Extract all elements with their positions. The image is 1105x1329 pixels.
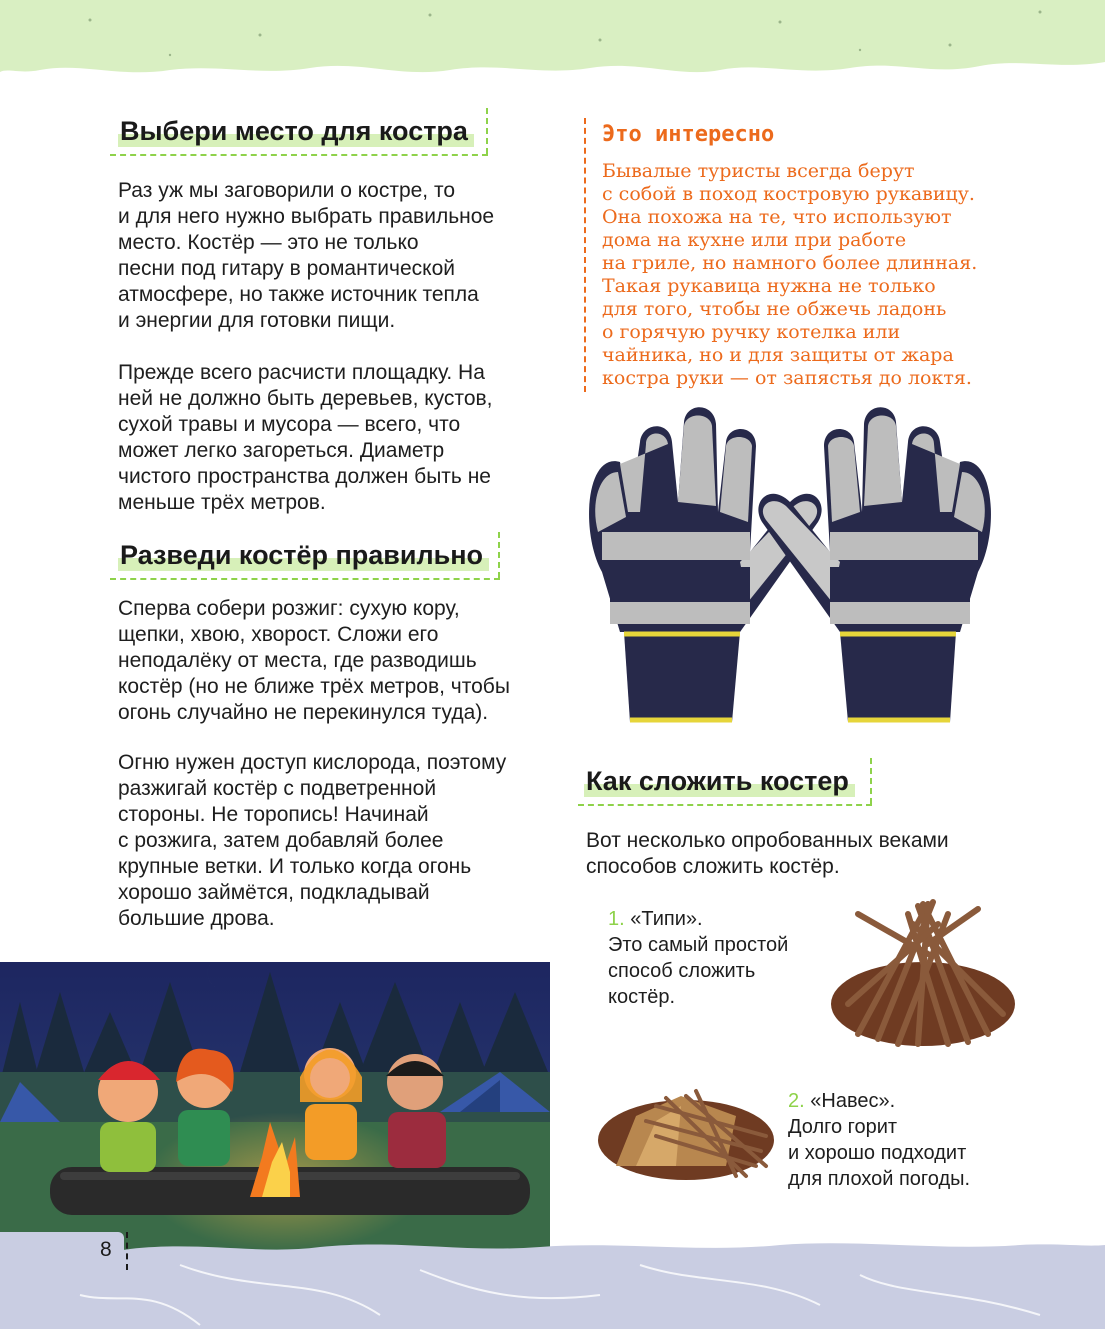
- heading-dash-side: [498, 532, 500, 578]
- method-item-1: 1. «Типи». Это самый простой способ сложить костёр.: [608, 908, 789, 1008]
- interesting-title: Это интересно: [602, 122, 775, 147]
- heading-dash-side: [870, 758, 872, 804]
- heading-dash-underline: [110, 578, 500, 580]
- bottom-band: [0, 1235, 1105, 1329]
- lean-to-fire-illustration: [596, 1076, 776, 1186]
- heading-dash-side: [486, 108, 488, 154]
- fire-gloves-illustration: [580, 402, 1000, 732]
- page-number-dash: [126, 1232, 128, 1270]
- top-banner: [0, 0, 1105, 100]
- method-number: 2.: [788, 1090, 805, 1112]
- section1-paragraph-1: Раз уж мы заговорили о костре, то и для него нужно выбрать правильное место. Костёр — это не только песни под гитару в романтической атмосфере, но также источник тепла и энергии для готовки пищи.: [118, 179, 495, 332]
- section2-heading: Разведи костёр правильно: [120, 540, 483, 571]
- section3-heading: Как сложить костер: [586, 766, 849, 797]
- interesting-text: Бывалые туристы всегда берут с собой в поход костровую рукавицу. Она похожа на те, что используют дома на кухне или при работе на гриле, но намного более длинная. Такая рукавица нужна не только для того, чтобы не обжечь ладонь о горячую ручку котелка или чайника, но и для защиты от жара костра руки — от запястья до локтя.: [602, 160, 978, 389]
- section3-intro: Вот несколько опробованных веками способов сложить костёр.: [586, 829, 949, 878]
- campfire-kids-illustration: [0, 962, 550, 1250]
- page-number: 8: [100, 1238, 112, 1261]
- section2-paragraph-1: Сперва собери розжиг: сухую кору, щепки, хвою, хворост. Сложи его неподалёку от места, где разводишь костёр (но не ближе трёх метров, чтобы огонь случайно не перекинулся туда).: [118, 597, 510, 724]
- method-item-2: 2. «Навес». Долго горит и хорошо подходит для плохой погоды.: [788, 1090, 971, 1190]
- method-number: 1.: [608, 908, 625, 930]
- teepee-fire-illustration: [828, 894, 1018, 1054]
- section1-heading: Выбери место для костра: [120, 116, 468, 147]
- heading-dash-underline: [578, 804, 872, 806]
- heading-dash-underline: [110, 154, 488, 156]
- interesting-dash-side: [584, 118, 586, 392]
- section1-paragraph-2: Прежде всего расчисти площадку. На ней не должно быть деревьев, кустов, сухой травы и мусора — всего, что может легко загореться. Диаметр чистого пространства должен быть не меньше трёх метров.: [118, 361, 493, 514]
- section2-paragraph-2: Огню нужен доступ кислорода, поэтому разжигай костёр с подветренной стороны. Не торопись! Начинай с розжига, затем добавляй более крупные ветки. И только когда огонь хорошо займётся, подкладывай большие дрова.: [118, 751, 507, 930]
